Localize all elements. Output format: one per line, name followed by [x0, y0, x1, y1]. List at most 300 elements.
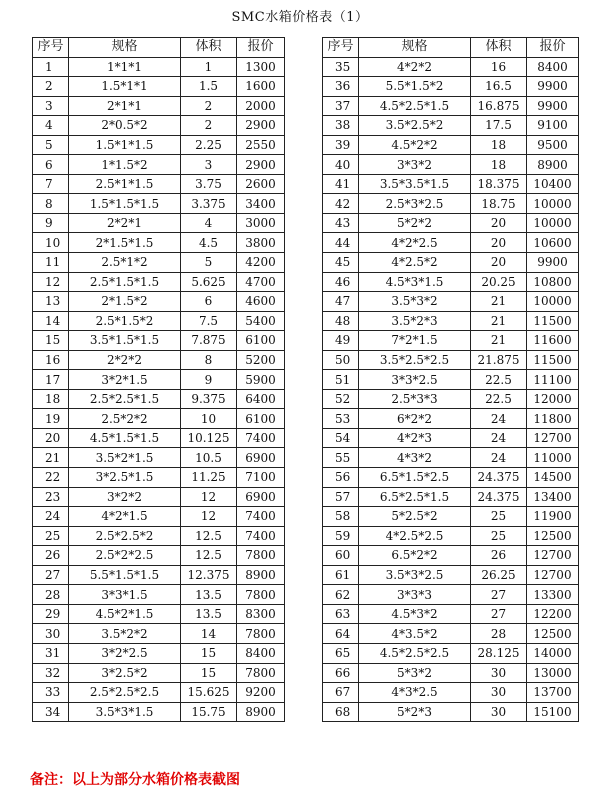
cell-spec: 2.5*2.5*1.5: [69, 389, 181, 409]
cell-no: 59: [323, 526, 359, 546]
cell-spec: 4.5*2*2: [359, 135, 471, 155]
cell-price: 8900: [237, 702, 285, 722]
cell-spec: 7*2*1.5: [359, 331, 471, 351]
cell-volume: 15.625: [181, 683, 237, 703]
table-header-row: [33, 38, 285, 58]
table-row: [323, 331, 579, 351]
table-row: [33, 683, 285, 703]
cell-volume: 26: [471, 546, 527, 566]
cell-price: 10000: [527, 213, 579, 233]
cell-no: 23: [33, 487, 69, 507]
cell-no: 45: [323, 253, 359, 273]
cell-no: 29: [33, 604, 69, 624]
cell-spec: 2.5*2.5*2.5: [69, 683, 181, 703]
cell-volume: 21.875: [471, 350, 527, 370]
header-spec: 规格: [359, 38, 471, 58]
cell-volume: 21: [471, 292, 527, 312]
cell-price: 9900: [527, 253, 579, 273]
cell-spec: 2.5*2*2.5: [69, 546, 181, 566]
cell-no: 32: [33, 663, 69, 683]
cell-no: 8: [33, 194, 69, 214]
table-row: [33, 487, 285, 507]
cell-volume: 30: [471, 702, 527, 722]
cell-no: 30: [33, 624, 69, 644]
cell-volume: 20: [471, 213, 527, 233]
cell-price: 8400: [527, 57, 579, 77]
cell-volume: 24: [471, 409, 527, 429]
cell-no: 65: [323, 643, 359, 663]
cell-price: 7800: [237, 624, 285, 644]
cell-volume: 25: [471, 507, 527, 527]
cell-no: 11: [33, 253, 69, 273]
cell-spec: 3.5*3*2.5: [359, 565, 471, 585]
cell-no: 16: [33, 350, 69, 370]
cell-volume: 5.625: [181, 272, 237, 292]
cell-spec: 4*3*2.5: [359, 683, 471, 703]
table-row: [33, 585, 285, 605]
cell-spec: 3*3*2.5: [359, 370, 471, 390]
cell-spec: 2*1*1: [69, 96, 181, 116]
cell-no: 54: [323, 428, 359, 448]
cell-volume: 14: [181, 624, 237, 644]
table-row: [33, 604, 285, 624]
cell-no: 7: [33, 174, 69, 194]
cell-price: 6100: [237, 409, 285, 429]
cell-no: 43: [323, 213, 359, 233]
cell-spec: 4*3*2: [359, 448, 471, 468]
cell-price: 9100: [527, 116, 579, 136]
cell-volume: 2.25: [181, 135, 237, 155]
cell-no: 63: [323, 604, 359, 624]
cell-spec: 4*2.5*2.5: [359, 526, 471, 546]
cell-no: 62: [323, 585, 359, 605]
cell-price: 10800: [527, 272, 579, 292]
table-row: [323, 683, 579, 703]
cell-spec: 5.5*1.5*1.5: [69, 565, 181, 585]
cell-volume: 21: [471, 311, 527, 331]
cell-spec: 3*3*3: [359, 585, 471, 605]
footnote: 备注：以上为部分水箱价格表截图: [30, 772, 240, 788]
cell-spec: 4*2*3: [359, 428, 471, 448]
table-row: [323, 213, 579, 233]
cell-spec: 6.5*1.5*2.5: [359, 468, 471, 488]
table-row: [323, 155, 579, 175]
cell-price: 13700: [527, 683, 579, 703]
cell-spec: 1*1*1: [69, 57, 181, 77]
cell-spec: 2.5*1.5*2: [69, 311, 181, 331]
cell-price: 6100: [237, 331, 285, 351]
cell-no: 31: [33, 643, 69, 663]
cell-no: 46: [323, 272, 359, 292]
cell-no: 15: [33, 331, 69, 351]
table-row: [33, 311, 285, 331]
cell-volume: 15: [181, 663, 237, 683]
cell-volume: 1.5: [181, 77, 237, 97]
cell-price: 9900: [527, 77, 579, 97]
cell-spec: 2.5*2.5*2: [69, 526, 181, 546]
price-table-left: [32, 37, 285, 722]
cell-volume: 22.5: [471, 370, 527, 390]
cell-spec: 3.5*2*1.5: [69, 448, 181, 468]
cell-price: 8900: [237, 565, 285, 585]
table-row: [323, 96, 579, 116]
cell-spec: 4.5*2.5*2.5: [359, 643, 471, 663]
cell-no: 38: [323, 116, 359, 136]
cell-price: 13300: [527, 585, 579, 605]
cell-volume: 7.875: [181, 331, 237, 351]
cell-spec: 3.5*2*2: [69, 624, 181, 644]
table-row: [33, 174, 285, 194]
cell-spec: 3*2*1.5: [69, 370, 181, 390]
cell-volume: 3.375: [181, 194, 237, 214]
cell-volume: 2: [181, 116, 237, 136]
cell-volume: 26.25: [471, 565, 527, 585]
cell-price: 14000: [527, 643, 579, 663]
cell-spec: 2*1.5*1.5: [69, 233, 181, 253]
table-row: [33, 663, 285, 683]
cell-price: 10000: [527, 292, 579, 312]
table-row: [323, 526, 579, 546]
cell-spec: 4.5*3*2: [359, 604, 471, 624]
cell-spec: 4*2*2: [359, 57, 471, 77]
cell-spec: 5*2*3: [359, 702, 471, 722]
table-row: [323, 624, 579, 644]
table-row: [323, 448, 579, 468]
cell-price: 7800: [237, 546, 285, 566]
cell-price: 12700: [527, 428, 579, 448]
table-row: [33, 370, 285, 390]
cell-volume: 12: [181, 487, 237, 507]
cell-price: 12700: [527, 546, 579, 566]
table-row: [323, 77, 579, 97]
cell-volume: 30: [471, 683, 527, 703]
cell-price: 12700: [527, 565, 579, 585]
cell-no: 22: [33, 468, 69, 488]
table-row: [33, 272, 285, 292]
cell-no: 4: [33, 116, 69, 136]
cell-no: 40: [323, 155, 359, 175]
cell-spec: 3.5*3*2: [359, 292, 471, 312]
header-price: 报价: [527, 38, 579, 58]
cell-volume: 18: [471, 135, 527, 155]
cell-price: 11100: [527, 370, 579, 390]
cell-volume: 10.125: [181, 428, 237, 448]
cell-no: 56: [323, 468, 359, 488]
table-row: [323, 643, 579, 663]
cell-no: 14: [33, 311, 69, 331]
table-row: [33, 428, 285, 448]
cell-volume: 3.75: [181, 174, 237, 194]
table-row: [33, 96, 285, 116]
header-no: 序号: [33, 38, 69, 58]
cell-spec: 2*1.5*2: [69, 292, 181, 312]
cell-volume: 5: [181, 253, 237, 273]
cell-volume: 12.5: [181, 546, 237, 566]
cell-price: 2900: [237, 155, 285, 175]
cell-price: 11500: [527, 311, 579, 331]
cell-volume: 18.75: [471, 194, 527, 214]
cell-price: 6900: [237, 487, 285, 507]
cell-spec: 3*2*2.5: [69, 643, 181, 663]
header-price: 报价: [237, 38, 285, 58]
cell-price: 9500: [527, 135, 579, 155]
cell-volume: 13.5: [181, 585, 237, 605]
cell-spec: 2.5*1*1.5: [69, 174, 181, 194]
cell-spec: 4*2*2.5: [359, 233, 471, 253]
cell-spec: 3.5*2.5*2.5: [359, 350, 471, 370]
cell-volume: 12: [181, 507, 237, 527]
table-row: [323, 292, 579, 312]
cell-no: 39: [323, 135, 359, 155]
cell-volume: 24.375: [471, 487, 527, 507]
cell-volume: 6: [181, 292, 237, 312]
table-row: [33, 155, 285, 175]
cell-no: 58: [323, 507, 359, 527]
table-row: [33, 331, 285, 351]
table-row: [323, 370, 579, 390]
cell-price: 6900: [237, 448, 285, 468]
cell-volume: 7.5: [181, 311, 237, 331]
table-row: [323, 663, 579, 683]
cell-volume: 4: [181, 213, 237, 233]
cell-volume: 3: [181, 155, 237, 175]
cell-price: 1600: [237, 77, 285, 97]
cell-no: 66: [323, 663, 359, 683]
cell-spec: 6.5*2.5*1.5: [359, 487, 471, 507]
cell-spec: 3.5*3*1.5: [69, 702, 181, 722]
table-row: [33, 702, 285, 722]
cell-volume: 20.25: [471, 272, 527, 292]
table-row: [323, 174, 579, 194]
cell-volume: 24: [471, 428, 527, 448]
cell-no: 49: [323, 331, 359, 351]
cell-price: 7400: [237, 526, 285, 546]
table-row: [33, 135, 285, 155]
cell-spec: 4*2*1.5: [69, 507, 181, 527]
price-table-right: [322, 37, 579, 722]
table-row: [323, 585, 579, 605]
cell-price: 7100: [237, 468, 285, 488]
cell-no: 6: [33, 155, 69, 175]
cell-no: 24: [33, 507, 69, 527]
cell-price: 5200: [237, 350, 285, 370]
cell-price: 12500: [527, 526, 579, 546]
table-row: [323, 57, 579, 77]
table-row: [323, 507, 579, 527]
cell-no: 41: [323, 174, 359, 194]
cell-spec: 6*2*2: [359, 409, 471, 429]
cell-volume: 18: [471, 155, 527, 175]
table-row: [33, 624, 285, 644]
cell-price: 4200: [237, 253, 285, 273]
cell-price: 8900: [527, 155, 579, 175]
table-row: [323, 702, 579, 722]
cell-spec: 2*2*2: [69, 350, 181, 370]
cell-volume: 18.375: [471, 174, 527, 194]
cell-price: 3400: [237, 194, 285, 214]
table-row: [323, 350, 579, 370]
cell-price: 15100: [527, 702, 579, 722]
cell-volume: 10.5: [181, 448, 237, 468]
cell-volume: 30: [471, 663, 527, 683]
cell-price: 4700: [237, 272, 285, 292]
cell-price: 12500: [527, 624, 579, 644]
cell-spec: 2*0.5*2: [69, 116, 181, 136]
table-row: [323, 135, 579, 155]
cell-no: 35: [323, 57, 359, 77]
cell-price: 5400: [237, 311, 285, 331]
table-row: [323, 487, 579, 507]
cell-price: 11600: [527, 331, 579, 351]
table-row: [33, 448, 285, 468]
cell-no: 2: [33, 77, 69, 97]
cell-price: 12000: [527, 389, 579, 409]
table-row: [33, 643, 285, 663]
table-row: [33, 546, 285, 566]
table-row: [323, 468, 579, 488]
cell-volume: 9: [181, 370, 237, 390]
cell-spec: 5*2.5*2: [359, 507, 471, 527]
cell-no: 27: [33, 565, 69, 585]
cell-spec: 3*3*2: [359, 155, 471, 175]
cell-no: 33: [33, 683, 69, 703]
table-row: [33, 468, 285, 488]
cell-volume: 12.375: [181, 565, 237, 585]
cell-volume: 8: [181, 350, 237, 370]
cell-price: 9900: [527, 96, 579, 116]
cell-spec: 2*2*1: [69, 213, 181, 233]
cell-volume: 25: [471, 526, 527, 546]
table-row: [33, 213, 285, 233]
cell-volume: 15.75: [181, 702, 237, 722]
cell-price: 3800: [237, 233, 285, 253]
cell-spec: 4.5*3*1.5: [359, 272, 471, 292]
cell-price: 14500: [527, 468, 579, 488]
cell-spec: 1*1.5*2: [69, 155, 181, 175]
cell-no: 3: [33, 96, 69, 116]
cell-price: 11000: [527, 448, 579, 468]
table-row: [323, 546, 579, 566]
table-row: [323, 565, 579, 585]
table-row: [33, 526, 285, 546]
cell-price: 10400: [527, 174, 579, 194]
cell-spec: 4*2.5*2: [359, 253, 471, 273]
cell-no: 48: [323, 311, 359, 331]
cell-spec: 3.5*2.5*2: [359, 116, 471, 136]
cell-price: 3000: [237, 213, 285, 233]
cell-spec: 4*3.5*2: [359, 624, 471, 644]
cell-spec: 5*3*2: [359, 663, 471, 683]
cell-no: 25: [33, 526, 69, 546]
cell-no: 47: [323, 292, 359, 312]
table-row: [33, 565, 285, 585]
cell-volume: 28: [471, 624, 527, 644]
table-row: [33, 253, 285, 273]
cell-no: 17: [33, 370, 69, 390]
cell-price: 9200: [237, 683, 285, 703]
table-row: [323, 311, 579, 331]
table-row: [323, 409, 579, 429]
cell-price: 7800: [237, 585, 285, 605]
cell-price: 11900: [527, 507, 579, 527]
cell-no: 37: [323, 96, 359, 116]
cell-no: 28: [33, 585, 69, 605]
cell-price: 7400: [237, 507, 285, 527]
cell-no: 36: [323, 77, 359, 97]
cell-no: 67: [323, 683, 359, 703]
cell-volume: 17.5: [471, 116, 527, 136]
cell-price: 2900: [237, 116, 285, 136]
cell-no: 68: [323, 702, 359, 722]
cell-no: 61: [323, 565, 359, 585]
cell-price: 8400: [237, 643, 285, 663]
cell-no: 13: [33, 292, 69, 312]
cell-volume: 24: [471, 448, 527, 468]
cell-volume: 27: [471, 585, 527, 605]
table-row: [323, 604, 579, 624]
cell-price: 2000: [237, 96, 285, 116]
cell-no: 50: [323, 350, 359, 370]
cell-spec: 4.5*1.5*1.5: [69, 428, 181, 448]
cell-no: 20: [33, 428, 69, 448]
table-row: [323, 116, 579, 136]
cell-volume: 21: [471, 331, 527, 351]
cell-no: 21: [33, 448, 69, 468]
table-row: [33, 233, 285, 253]
cell-spec: 2.5*3*3: [359, 389, 471, 409]
cell-spec: 3*2.5*2: [69, 663, 181, 683]
cell-no: 10: [33, 233, 69, 253]
cell-no: 34: [33, 702, 69, 722]
cell-price: 13400: [527, 487, 579, 507]
cell-spec: 2.5*2*2: [69, 409, 181, 429]
cell-volume: 15: [181, 643, 237, 663]
cell-volume: 24.375: [471, 468, 527, 488]
cell-no: 42: [323, 194, 359, 214]
cell-no: 44: [323, 233, 359, 253]
cell-spec: 3*2.5*1.5: [69, 468, 181, 488]
cell-spec: 1.5*1*1.5: [69, 135, 181, 155]
cell-volume: 13.5: [181, 604, 237, 624]
cell-volume: 27: [471, 604, 527, 624]
cell-spec: 3.5*1.5*1.5: [69, 331, 181, 351]
table-row: [33, 507, 285, 527]
cell-price: 6400: [237, 389, 285, 409]
header-no: 序号: [323, 38, 359, 58]
cell-volume: 16: [471, 57, 527, 77]
cell-volume: 16.875: [471, 96, 527, 116]
table-row: [323, 233, 579, 253]
cell-no: 5: [33, 135, 69, 155]
cell-spec: 3*2*2: [69, 487, 181, 507]
cell-volume: 28.125: [471, 643, 527, 663]
cell-no: 1: [33, 57, 69, 77]
cell-volume: 1: [181, 57, 237, 77]
table-row: [33, 77, 285, 97]
cell-volume: 9.375: [181, 389, 237, 409]
cell-price: 11800: [527, 409, 579, 429]
cell-volume: 4.5: [181, 233, 237, 253]
cell-no: 64: [323, 624, 359, 644]
cell-spec: 3.5*3.5*1.5: [359, 174, 471, 194]
cell-spec: 5*2*2: [359, 213, 471, 233]
cell-no: 60: [323, 546, 359, 566]
cell-price: 7800: [237, 663, 285, 683]
table-row: [33, 292, 285, 312]
cell-price: 7400: [237, 428, 285, 448]
cell-no: 53: [323, 409, 359, 429]
cell-spec: 2.5*1.5*1.5: [69, 272, 181, 292]
